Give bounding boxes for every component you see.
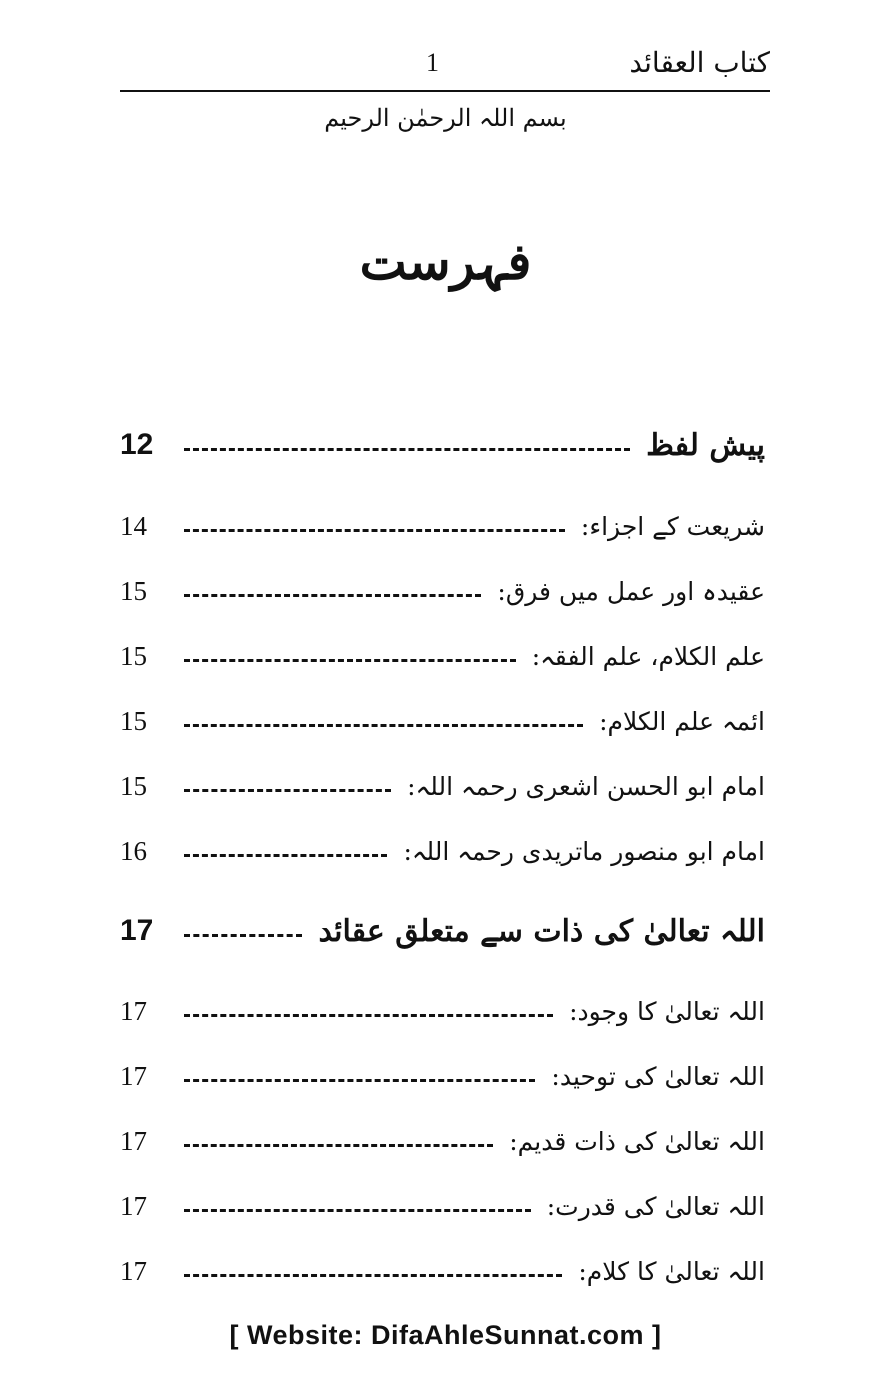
running-header [120, 44, 770, 92]
dashed-leader [184, 789, 391, 792]
toc-entry-page: 15 [120, 640, 147, 671]
toc-entry-page: 17 [120, 1190, 147, 1221]
toc-entry-label: اللہ تعالیٰ کی ذات قدیم: [509, 1126, 765, 1156]
book-title: كتاب العقائد [629, 46, 770, 79]
toc-entry [120, 1181, 765, 1231]
dashed-leader [184, 1014, 553, 1017]
dashed-leader [184, 1144, 493, 1147]
toc-entry-label: شریعت کے اجزاء: [580, 511, 765, 541]
toc-entry [120, 631, 765, 681]
toc-entry-page: 14 [120, 510, 147, 541]
dashed-leader [184, 594, 481, 597]
toc-entry-label: اللہ تعالیٰ کی توحید: [551, 1061, 765, 1091]
toc-entry-page: 15 [120, 705, 147, 736]
toc-entry [120, 1116, 765, 1166]
toc-entry-label: عقیدہ اور عمل میں فرق: [497, 576, 765, 606]
dashed-leader [184, 659, 516, 662]
toc-entry [120, 566, 765, 616]
website-footer: [ Website: DifaAhleSunnat.com ] [229, 1320, 662, 1350]
toc-entry-page: 17 [120, 995, 147, 1026]
page-number: 1 [426, 48, 439, 77]
toc-entry-page: 15 [120, 770, 147, 801]
toc-entry [120, 906, 765, 956]
toc-entry [120, 696, 765, 746]
toc-entry [120, 761, 765, 811]
dashed-leader [184, 1274, 562, 1277]
toc-entry-label: ائمہ علم الکلام: [599, 706, 765, 736]
toc-entry [120, 826, 765, 876]
dashed-leader [184, 529, 565, 532]
toc-entry-page: 17 [120, 1255, 147, 1286]
dashed-leader [184, 448, 630, 451]
toc-entry-page: 15 [120, 575, 147, 606]
toc-entry-page: 17 [120, 914, 154, 947]
toc-entry-label: اللہ تعالیٰ کا وجود: [569, 996, 765, 1026]
toc-entry-label: اللہ تعالیٰ کی ذات سے متعلق عقائد [318, 913, 765, 949]
toc-entry-page: 12 [120, 428, 154, 461]
toc-entry-label: امام ابو الحسن اشعری رحمہ اللہ: [407, 771, 765, 801]
bismillah-text: بسم اللہ الرحمٰن الرحیم [324, 104, 567, 132]
bismillah [0, 104, 891, 132]
toc-entry-label: پیش لفظ [646, 427, 765, 463]
page-title: فہرست [359, 232, 532, 291]
toc-entry-label: اللہ تعالیٰ کی قدرت: [546, 1191, 765, 1221]
toc-entry [120, 501, 765, 551]
dashed-leader [184, 934, 302, 937]
dashed-leader [184, 1079, 535, 1082]
toc-entry-page: 17 [120, 1125, 147, 1156]
toc-entry-page: 16 [120, 835, 147, 866]
dashed-leader [184, 724, 583, 727]
toc-entry-label: اللہ تعالیٰ کا کلام: [578, 1256, 765, 1286]
toc-entry-label: امام ابو منصور ماتریدی رحمہ اللہ: [403, 836, 765, 866]
toc-entry [120, 1246, 765, 1296]
toc-entry-label: علم الکلام، علم الفقہ: [531, 641, 765, 671]
dashed-leader [184, 854, 387, 857]
toc-entry [120, 986, 765, 1036]
toc-entry [120, 420, 765, 470]
toc-entry [120, 1051, 765, 1101]
toc-entry-page: 17 [120, 1060, 147, 1091]
dashed-leader [184, 1209, 531, 1212]
